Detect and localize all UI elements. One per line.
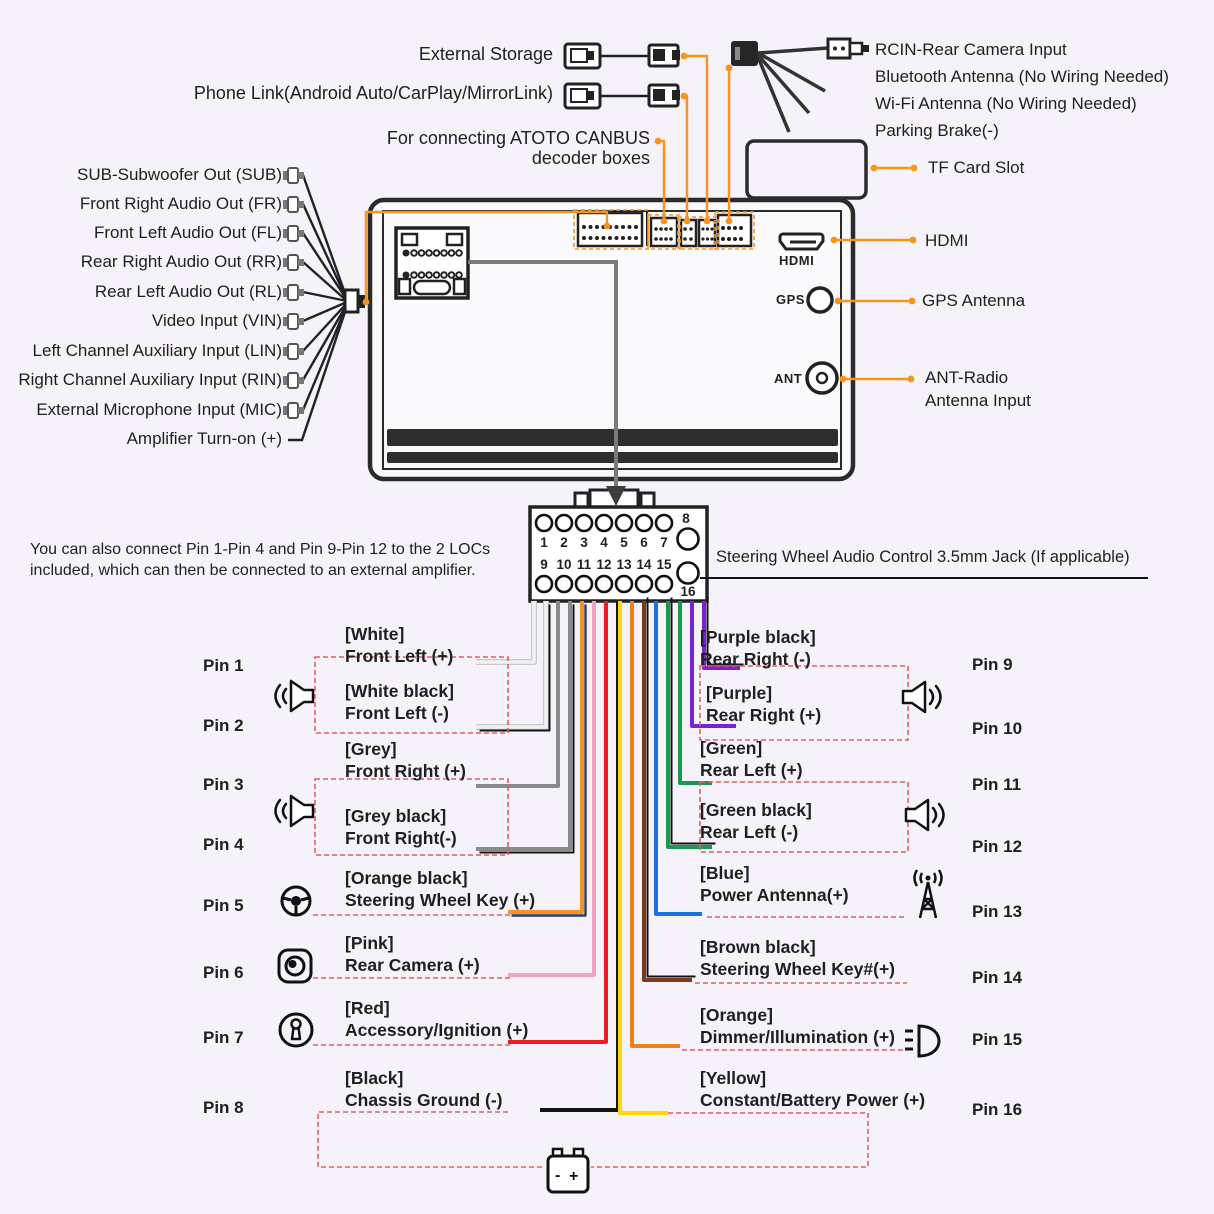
- wire-color-name: [Orange]: [700, 1005, 773, 1025]
- gps-port-icon: [808, 288, 832, 312]
- gps-port-label: GPS: [776, 292, 805, 307]
- rear-camera-icon: [279, 950, 311, 982]
- wire-label: [345, 806, 457, 849]
- splitter-label: Wi-Fi Antenna (No Wiring Needed): [875, 94, 1137, 113]
- battery-icon: [548, 1149, 588, 1192]
- wire-color-name: [Pink]: [345, 933, 394, 953]
- heatsink-bar: [387, 452, 838, 463]
- wire-color-name: [Grey black]: [345, 806, 447, 826]
- rca-plug-icon: [283, 314, 304, 329]
- wire-label: [700, 937, 895, 980]
- wire-label: [345, 998, 528, 1041]
- left-port-label: Rear Left Audio Out (RL): [94, 282, 282, 301]
- wire-function-label: Rear Right (+): [706, 704, 822, 725]
- wire-function-label: Constant/Battery Power (+): [700, 1089, 926, 1110]
- connector-pin-number: 16: [680, 584, 696, 599]
- wire-label: [700, 800, 812, 843]
- usb-connector-icon: [565, 44, 600, 68]
- battery-minus: -: [555, 1167, 561, 1184]
- splitter-cable-icon: [731, 39, 869, 132]
- pin-number: Pin 2: [203, 716, 244, 735]
- pin-number: Pin 5: [203, 896, 244, 915]
- wire-label: [345, 933, 480, 976]
- hdmi-port-icon: [780, 234, 823, 249]
- connector-pin-number: 5: [620, 535, 628, 550]
- pin-number: Pin 3: [203, 775, 244, 794]
- usb-plug-icon: [649, 85, 680, 106]
- ignition-key-icon: [280, 1014, 312, 1046]
- speaker-icon: [906, 800, 944, 830]
- antenna-tower-icon: [915, 870, 942, 918]
- wire-color-name: [Purple]: [706, 683, 773, 703]
- wire-color-name: [Brown black]: [700, 937, 816, 957]
- connector-pin-number: 4: [600, 535, 608, 550]
- rca-plug-icon: [283, 226, 304, 241]
- pin-number: Pin 10: [972, 719, 1023, 738]
- wire-color-name: [White]: [345, 624, 405, 644]
- tf-card-label: TF Card Slot: [928, 158, 1025, 177]
- phone-link-label: Phone Link(Android Auto/CarPlay/MirrorLink): [193, 83, 553, 103]
- left-port-label: Front Left Audio Out (FL): [93, 223, 282, 242]
- wire-function-label: Front Left (-): [345, 702, 449, 723]
- loc-note-line1: You can also connect Pin 1-Pin 4 and Pin 9-Pin 12 to the 2 LOCs: [30, 541, 491, 558]
- wire-label: [700, 627, 816, 670]
- rca-fan: [283, 168, 365, 440]
- loc-note-line2: included, which can then be connected to an external amplifier.: [30, 562, 476, 579]
- wire-color-name: [Orange black]: [345, 868, 468, 888]
- connector-pin-number: 14: [636, 557, 652, 572]
- wire-pin2-stripe: [480, 605, 550, 731]
- splitter-label: Bluetooth Antenna (No Wiring Needed): [875, 67, 1169, 86]
- pin-number: Pin 6: [203, 963, 244, 982]
- rca-plug-icon: [283, 255, 304, 270]
- wire-pin1: [476, 601, 534, 662]
- connector-pin-number: 1: [540, 535, 548, 550]
- usb-connector-icon: [565, 84, 600, 108]
- wire-function-label: Steering Wheel Key#(+): [700, 958, 895, 979]
- wire-color-name: [Red]: [345, 998, 390, 1018]
- wire-function-label: Rear Left (+): [700, 759, 803, 780]
- usb-plug-icon: [649, 45, 680, 66]
- pin-number: Pin 7: [203, 1028, 244, 1047]
- pin-number: Pin 13: [972, 902, 1023, 921]
- gps-antenna-label: GPS Antenna: [922, 291, 1026, 310]
- wire-label: [345, 739, 466, 782]
- ant-radio-label-line2: Antenna Input: [925, 391, 1031, 410]
- connector-pin-number: 10: [556, 557, 572, 572]
- tf-card-slot: [747, 141, 866, 198]
- wire-color-name: [Yellow]: [700, 1068, 767, 1088]
- pin-number: Pin 16: [972, 1100, 1023, 1119]
- rca-plug-icon: [283, 344, 304, 359]
- left-port-label: Right Channel Auxiliary Input (RIN): [18, 370, 282, 389]
- rcin-plug-icon: [828, 39, 869, 58]
- wire-color-name: [Purple black]: [700, 627, 816, 647]
- wire-label: [700, 863, 849, 906]
- left-port-label: SUB-Subwoofer Out (SUB): [76, 165, 282, 184]
- wire-function-label: Front Left (+): [345, 645, 454, 666]
- splitter-label: Parking Brake(-): [875, 121, 999, 140]
- connector-pin-number: 11: [576, 557, 592, 572]
- connector-pin-number: 3: [580, 535, 588, 550]
- rca-plug-icon: [283, 168, 304, 183]
- wire-label: [700, 1005, 895, 1048]
- wire-function-label: Front Right (+): [345, 760, 467, 781]
- wire-label: [345, 681, 454, 724]
- rca-plug-icon: [283, 285, 304, 300]
- hdmi-port-label: HDMI: [779, 253, 815, 268]
- left-port-label: Front Right Audio Out (FR): [79, 194, 282, 213]
- headlight-icon: [905, 1026, 939, 1056]
- pin-number: Pin 9: [972, 655, 1013, 674]
- pin-number: Pin 8: [203, 1098, 244, 1117]
- connector-pin-number: 6: [640, 535, 648, 550]
- connector-pin-number: 2: [560, 535, 568, 550]
- hdmi-callout-label: HDMI: [925, 231, 969, 250]
- pin-number: Pin 1: [203, 656, 244, 675]
- swc-note: Steering Wheel Audio Control 3.5mm Jack (If applicable): [716, 548, 1130, 566]
- left-port-label: External Microphone Input (MIC): [36, 400, 282, 419]
- steering-wheel-icon: [282, 887, 310, 915]
- pin-number: Pin 4: [203, 835, 244, 854]
- wire-function-label: Power Antenna(+): [700, 884, 849, 905]
- external-storage-label: External Storage: [418, 44, 553, 64]
- canbus-label-line1: For connecting ATOTO CANBUS: [386, 128, 650, 148]
- rca-plug-icon: [283, 403, 304, 418]
- wire-function-label: Rear Camera (+): [345, 954, 480, 975]
- left-port-label: Amplifier Turn-on (+): [126, 429, 282, 448]
- splitter-label: RCIN-Rear Camera Input: [875, 40, 1067, 59]
- wire-label: [706, 683, 821, 726]
- connector-pin-number: 8: [682, 511, 690, 526]
- wire-function-label: Dimmer/Illumination (+): [700, 1026, 895, 1047]
- connector-pin-number: 15: [656, 557, 672, 572]
- ant-port-label: ANT: [774, 371, 803, 386]
- canbus-label-line2: decoder boxes: [531, 148, 650, 168]
- wire-function-label: Steering Wheel Key (+): [345, 889, 536, 910]
- rca-plug-icon: [283, 197, 304, 212]
- pin-number: Pin 14: [972, 968, 1023, 987]
- wire-function-label: Front Right(-): [345, 827, 457, 848]
- battery-plus: +: [569, 1168, 579, 1185]
- wire-function-label: Rear Left (-): [700, 821, 799, 842]
- heatsink-bar: [387, 429, 838, 446]
- left-port-label: Video Input (VIN): [151, 311, 282, 330]
- left-port-label: Left Channel Auxiliary Input (LIN): [32, 341, 282, 360]
- usb-cables: [565, 44, 680, 108]
- wire-color-name: [Grey]: [345, 739, 397, 759]
- wire-label: [345, 624, 453, 667]
- wire-label: [345, 1068, 503, 1111]
- connector-pin-number: 7: [660, 535, 668, 550]
- pin-number: Pin 12: [972, 837, 1023, 856]
- connector-pin-number: 13: [616, 557, 632, 572]
- pin-number: Pin 11: [972, 775, 1022, 794]
- connector-pin-number: 12: [596, 557, 612, 572]
- wire-color-name: [Black]: [345, 1068, 404, 1088]
- ant-radio-label-line1: ANT-Radio: [925, 368, 1009, 387]
- iso-connector: [396, 228, 468, 298]
- wire-label: [345, 868, 535, 911]
- wire-color-name: [Blue]: [700, 863, 750, 883]
- wire-color-name: [White black]: [345, 681, 454, 701]
- wire-function-label: Accessory/Ignition (+): [345, 1019, 529, 1040]
- wire-function-label: Rear Right (-): [700, 648, 811, 669]
- connector-pin-number: 9: [540, 557, 548, 572]
- speaker-icon: [276, 681, 314, 711]
- left-port-label: Rear Right Audio Out (RR): [80, 252, 282, 271]
- wire-label: [700, 738, 803, 781]
- wire-function-label: Chassis Ground (-): [345, 1089, 503, 1110]
- wire-color-name: [Green black]: [700, 800, 812, 820]
- wire-color-name: [Green]: [700, 738, 763, 758]
- wire-label: [700, 1068, 925, 1111]
- speaker-icon: [276, 796, 314, 826]
- ant-port-icon: [807, 363, 837, 393]
- rca-plug-icon: [283, 373, 304, 388]
- pin-number: Pin 15: [972, 1030, 1023, 1049]
